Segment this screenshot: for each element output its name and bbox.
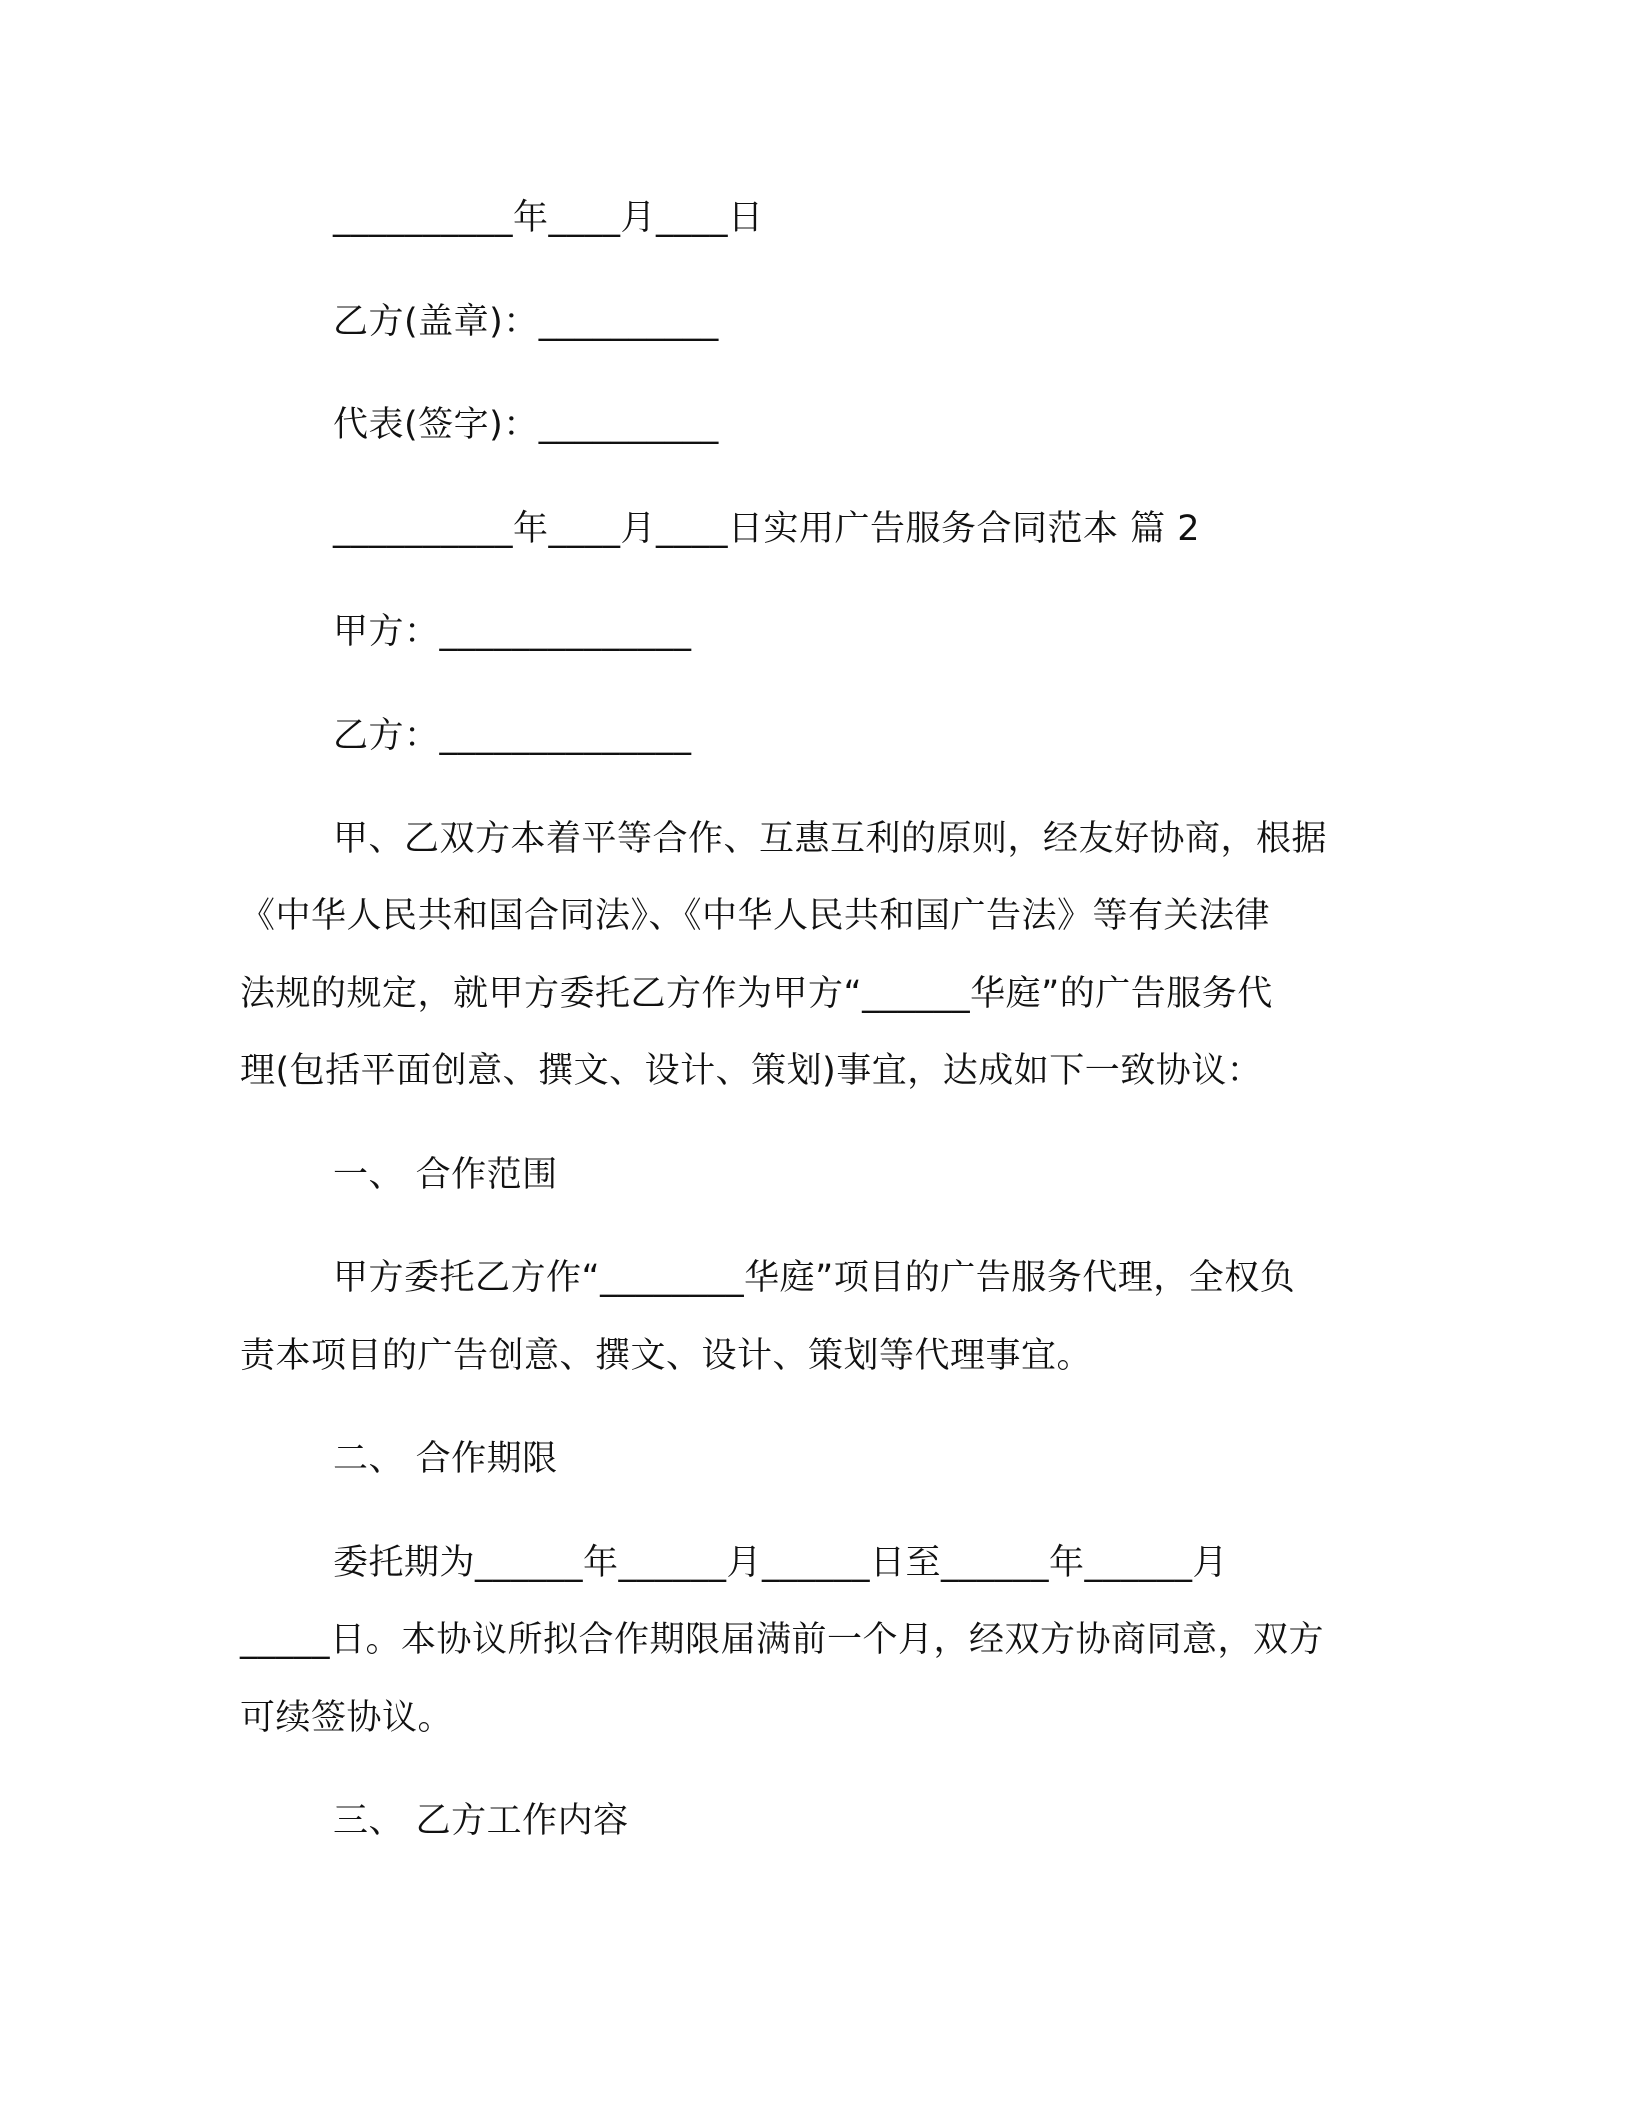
scope-paragraph-line-1: 甲方委托乙方作“________华庭”项目的广告服务代理，全权负 bbox=[333, 1258, 1296, 1298]
intro-paragraph-line-4: 理(包括平面创意、撰文、设计、策划)事宜，达成如下一致协议： bbox=[240, 1051, 1263, 1091]
intro-paragraph-line-2: 《中华人民共和国合同法》、《中华人民共和国广告法》等有关法律 bbox=[240, 896, 1271, 936]
intro-paragraph-line-3: 法规的规定，就甲方委托乙方作为甲方“______华庭”的广告服务代 bbox=[240, 974, 1273, 1014]
term-paragraph-line-3: 可续签协议。 bbox=[240, 1698, 454, 1738]
date-title-line: __________年____月____日实用广告服务合同范本 篇 2 bbox=[333, 509, 1201, 549]
section-heading-2: 二、 合作期限 bbox=[333, 1439, 558, 1479]
party-b-line: 乙方：______________ bbox=[333, 716, 692, 756]
intro-paragraph-line-1: 甲、乙双方本着平等合作、互惠互利的原则，经友好协商，根据 bbox=[333, 819, 1328, 859]
representative-line: 代表(签字)：__________ bbox=[333, 405, 719, 445]
party-a-line: 甲方：______________ bbox=[333, 612, 692, 652]
scope-paragraph-line-2: 责本项目的广告创意、撰文、设计、策划等代理事宜。 bbox=[240, 1336, 1093, 1376]
section-heading-3: 三、 乙方工作内容 bbox=[333, 1801, 629, 1841]
term-paragraph-line-1: 委托期为______年______月______日至______年______月 bbox=[333, 1543, 1229, 1583]
section-heading-1: 一、 合作范围 bbox=[333, 1155, 558, 1195]
party-b-seal-line: 乙方(盖章)：__________ bbox=[333, 302, 719, 342]
date-line-1: __________年____月____日 bbox=[333, 198, 764, 238]
term-paragraph-line-2: _____日。本协议所拟合作期限届满前一个月，经双方协商同意，双方 bbox=[240, 1620, 1325, 1660]
